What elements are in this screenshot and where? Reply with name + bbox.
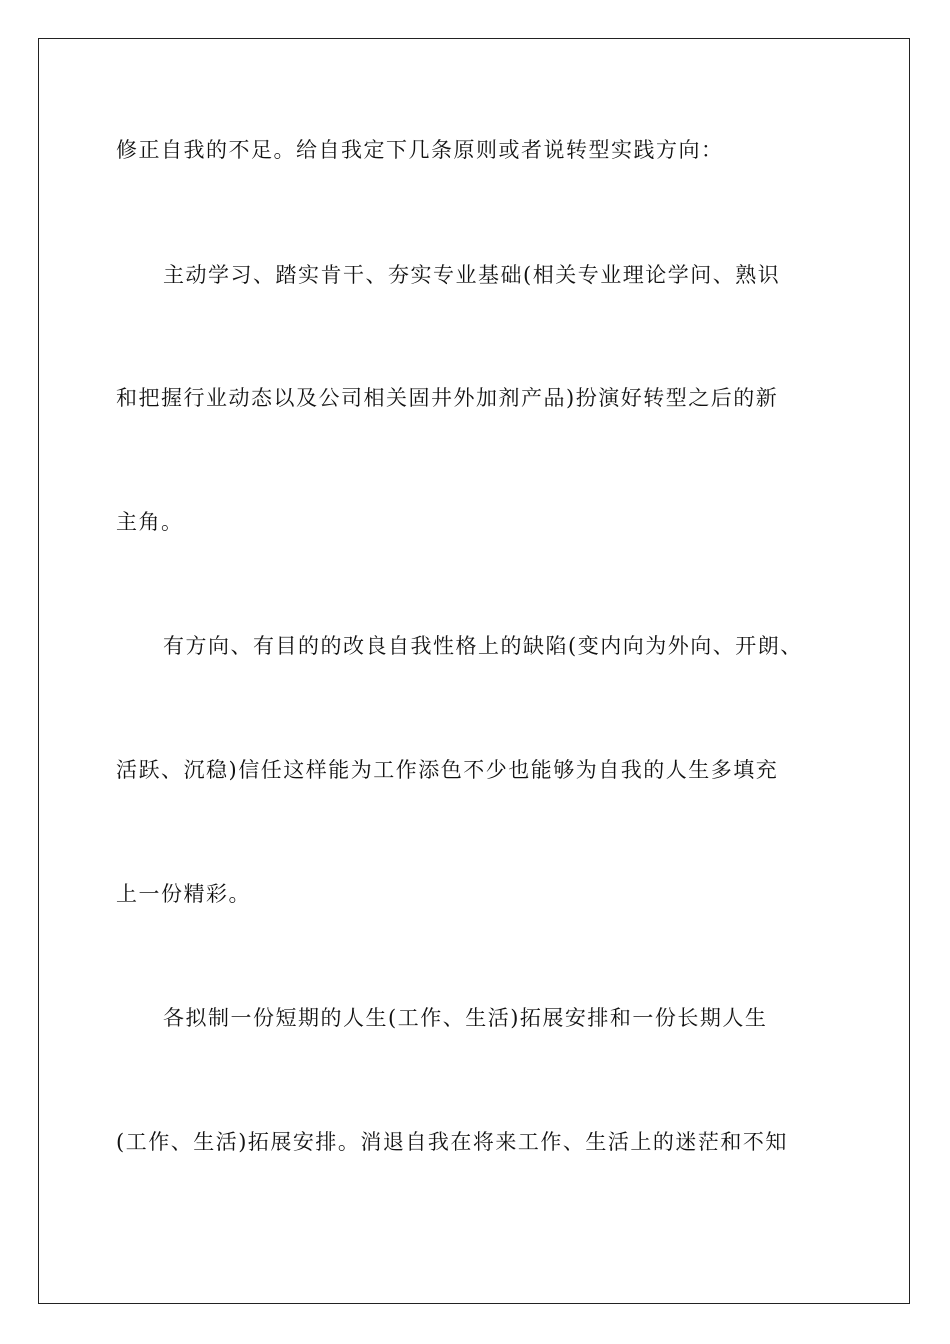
text-line-4: 主角。 <box>116 510 184 534</box>
text-line-5: 有方向、有目的的改良自我性格上的缺陷(变内向为外向、开朗、 <box>163 634 803 658</box>
text-line-9: (工作、生活)拓展安排。消退自我在将来工作、生活上的迷茫和不知 <box>116 1130 788 1154</box>
page-border <box>38 38 910 1304</box>
text-line-7: 上一份精彩。 <box>116 882 251 906</box>
text-line-2: 主动学习、踏实肯干、夯实专业基础(相关专业理论学问、熟识 <box>163 263 781 287</box>
text-line-1: 修正自我的不足。给自我定下几条原则或者说转型实践方向： <box>116 138 724 162</box>
text-line-6: 活跃、沉稳)信任这样能为工作添色不少也能够为自我的人生多填充 <box>116 758 779 782</box>
text-line-8: 各拟制一份短期的人生(工作、生活)拓展安排和一份长期人生 <box>163 1006 768 1030</box>
text-line-3: 和把握行业动态以及公司相关固井外加剂产品)扮演好转型之后的新 <box>116 386 779 410</box>
